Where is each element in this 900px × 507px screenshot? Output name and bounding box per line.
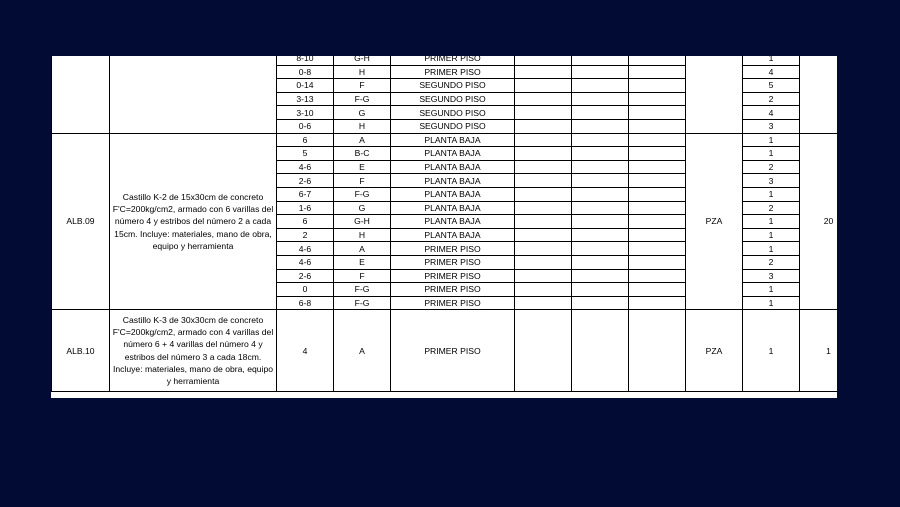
quantity-cell: 1 xyxy=(743,147,800,161)
empty-cell xyxy=(572,174,629,188)
axis-number-cell: 0 xyxy=(277,283,334,297)
axis-letter-cell: F-G xyxy=(334,187,391,201)
empty-cell xyxy=(629,106,686,120)
total-cell: 20 xyxy=(800,133,838,310)
quantity-cell: 1 xyxy=(743,242,800,256)
axis-letter-cell: G xyxy=(334,106,391,120)
quantity-cell: 3 xyxy=(743,119,800,133)
quantity-cell: 1 xyxy=(743,56,800,65)
quantity-cell: 4 xyxy=(743,106,800,120)
empty-cell xyxy=(629,133,686,147)
level-cell: PLANTA BAJA xyxy=(391,174,515,188)
axis-number-cell: 6-8 xyxy=(277,296,334,310)
axis-letter-cell: H xyxy=(334,228,391,242)
empty-cell xyxy=(515,119,572,133)
quantity-cell: 1 xyxy=(743,283,800,297)
unit-cell: PZA xyxy=(686,310,743,392)
empty-cell xyxy=(515,255,572,269)
quantity-cell: 4 xyxy=(743,65,800,79)
level-cell: PRIMER PISO xyxy=(391,56,515,65)
empty-cell xyxy=(572,160,629,174)
quantity-cell: 1 xyxy=(743,296,800,310)
total-cell xyxy=(800,56,838,133)
level-cell: PLANTA BAJA xyxy=(391,147,515,161)
empty-cell xyxy=(572,310,629,392)
empty-cell xyxy=(515,228,572,242)
axis-letter-cell: G-H xyxy=(334,56,391,65)
axis-number-cell: 2-6 xyxy=(277,269,334,283)
empty-cell xyxy=(515,133,572,147)
empty-cell xyxy=(572,106,629,120)
empty-cell xyxy=(515,79,572,93)
axis-number-cell: 0-8 xyxy=(277,65,334,79)
item-description-cell: Castillo K-2 de 15x30cm de concreto F'C=200kg/cm2, armado con 6 varillas del número 4 y estribos del número 2 a cada 15cm. Incluye: materiales, mano de obra, equipo y herramienta xyxy=(110,133,277,310)
axis-number-cell: 4-6 xyxy=(277,242,334,256)
level-cell: SEGUNDO PISO xyxy=(391,106,515,120)
empty-cell xyxy=(629,119,686,133)
empty-cell xyxy=(515,65,572,79)
quantity-cell: 1 xyxy=(743,310,800,392)
axis-number-cell: 0-6 xyxy=(277,119,334,133)
empty-cell xyxy=(629,160,686,174)
empty-cell xyxy=(515,283,572,297)
axis-letter-cell: F-G xyxy=(334,92,391,106)
empty-cell xyxy=(572,255,629,269)
level-cell: PRIMER PISO xyxy=(391,242,515,256)
table-body xyxy=(52,56,838,392)
empty-cell xyxy=(572,187,629,201)
empty-cell xyxy=(629,147,686,161)
axis-letter-cell: H xyxy=(334,65,391,79)
axis-number-cell: 5 xyxy=(277,147,334,161)
empty-cell xyxy=(515,201,572,215)
axis-letter-cell: A xyxy=(334,310,391,392)
quantity-cell: 3 xyxy=(743,269,800,283)
empty-cell xyxy=(515,174,572,188)
axis-number-cell: 3-10 xyxy=(277,106,334,120)
quantity-cell: 1 xyxy=(743,228,800,242)
level-cell: SEGUNDO PISO xyxy=(391,119,515,133)
empty-cell xyxy=(515,187,572,201)
empty-cell xyxy=(572,133,629,147)
level-cell: PLANTA BAJA xyxy=(391,228,515,242)
total-cell: 1 xyxy=(800,310,838,392)
empty-cell xyxy=(629,92,686,106)
unit-cell: PZA xyxy=(686,133,743,310)
empty-cell xyxy=(572,242,629,256)
item-description-cell: Castillo K-3 de 30x30cm de concreto F'C=200kg/cm2, armado con 4 varillas del número 6 + 4 varillas del número 4 y estribos del número 3 a cada 18cm. Incluye: materiales, mano de obra, equipo y herramienta xyxy=(110,310,277,392)
axis-letter-cell: A xyxy=(334,242,391,256)
empty-cell xyxy=(515,160,572,174)
table-row xyxy=(52,310,838,392)
axis-number-cell: 6 xyxy=(277,215,334,229)
empty-cell xyxy=(629,215,686,229)
empty-cell xyxy=(629,79,686,93)
axis-letter-cell: F xyxy=(334,79,391,93)
axis-number-cell: 8-10 xyxy=(277,56,334,65)
empty-cell xyxy=(629,228,686,242)
empty-cell xyxy=(572,269,629,283)
level-cell: PLANTA BAJA xyxy=(391,201,515,215)
level-cell: PRIMER PISO xyxy=(391,283,515,297)
quantity-cell: 1 xyxy=(743,215,800,229)
axis-letter-cell: G-H xyxy=(334,215,391,229)
level-cell: PLANTA BAJA xyxy=(391,160,515,174)
empty-cell xyxy=(629,56,686,65)
axis-letter-cell: A xyxy=(334,133,391,147)
axis-number-cell: 0-14 xyxy=(277,79,334,93)
level-cell: SEGUNDO PISO xyxy=(391,79,515,93)
axis-number-cell: 1-6 xyxy=(277,201,334,215)
empty-cell xyxy=(572,119,629,133)
empty-cell xyxy=(572,296,629,310)
empty-cell xyxy=(515,242,572,256)
empty-cell xyxy=(572,215,629,229)
quantities-table xyxy=(51,56,837,392)
empty-cell xyxy=(515,269,572,283)
empty-cell xyxy=(515,106,572,120)
quantity-cell: 2 xyxy=(743,92,800,106)
axis-number-cell: 2-6 xyxy=(277,174,334,188)
quantity-sheet xyxy=(51,56,837,398)
axis-letter-cell: E xyxy=(334,255,391,269)
axis-letter-cell: E xyxy=(334,160,391,174)
quantity-cell: 2 xyxy=(743,160,800,174)
table-row xyxy=(52,56,838,65)
axis-number-cell: 4-6 xyxy=(277,160,334,174)
empty-cell xyxy=(572,147,629,161)
level-cell: PLANTA BAJA xyxy=(391,187,515,201)
level-cell: PRIMER PISO xyxy=(391,255,515,269)
item-code-cell: ALB.10 xyxy=(52,310,110,392)
level-cell: PLANTA BAJA xyxy=(391,215,515,229)
empty-cell xyxy=(629,283,686,297)
axis-letter-cell: G xyxy=(334,201,391,215)
empty-cell xyxy=(515,147,572,161)
empty-cell xyxy=(629,255,686,269)
axis-number-cell: 4-6 xyxy=(277,255,334,269)
level-cell: PRIMER PISO xyxy=(391,269,515,283)
empty-cell xyxy=(572,228,629,242)
quantity-cell: 2 xyxy=(743,255,800,269)
empty-cell xyxy=(629,187,686,201)
item-code-cell xyxy=(52,56,110,133)
quantity-cell: 3 xyxy=(743,174,800,188)
empty-cell xyxy=(572,56,629,65)
empty-cell xyxy=(515,215,572,229)
empty-cell xyxy=(515,92,572,106)
axis-number-cell: 6-7 xyxy=(277,187,334,201)
axis-letter-cell: F xyxy=(334,174,391,188)
empty-cell xyxy=(629,201,686,215)
empty-cell xyxy=(629,174,686,188)
axis-letter-cell: B-C xyxy=(334,147,391,161)
axis-number-cell: 4 xyxy=(277,310,334,392)
empty-cell xyxy=(572,201,629,215)
quantity-cell: 1 xyxy=(743,187,800,201)
quantity-cell: 1 xyxy=(743,133,800,147)
empty-cell xyxy=(515,310,572,392)
level-cell: PRIMER PISO xyxy=(391,65,515,79)
empty-cell xyxy=(629,242,686,256)
empty-cell xyxy=(515,296,572,310)
empty-cell xyxy=(572,283,629,297)
level-cell: PRIMER PISO xyxy=(391,296,515,310)
axis-letter-cell: F xyxy=(334,269,391,283)
level-cell: PLANTA BAJA xyxy=(391,133,515,147)
empty-cell xyxy=(629,296,686,310)
empty-cell xyxy=(515,56,572,65)
axis-letter-cell: F-G xyxy=(334,296,391,310)
empty-cell xyxy=(629,310,686,392)
empty-cell xyxy=(572,65,629,79)
quantity-cell: 5 xyxy=(743,79,800,93)
empty-cell xyxy=(572,79,629,93)
axis-number-cell: 3-13 xyxy=(277,92,334,106)
unit-cell xyxy=(686,56,743,133)
quantity-cell: 2 xyxy=(743,201,800,215)
level-cell: SEGUNDO PISO xyxy=(391,92,515,106)
item-code-cell: ALB.09 xyxy=(52,133,110,310)
empty-cell xyxy=(629,65,686,79)
axis-letter-cell: F-G xyxy=(334,283,391,297)
axis-number-cell: 6 xyxy=(277,133,334,147)
item-description-cell xyxy=(110,56,277,133)
empty-cell xyxy=(629,269,686,283)
axis-number-cell: 2 xyxy=(277,228,334,242)
table-row xyxy=(52,133,838,147)
axis-letter-cell: H xyxy=(334,119,391,133)
level-cell: PRIMER PISO xyxy=(391,310,515,392)
empty-cell xyxy=(572,92,629,106)
